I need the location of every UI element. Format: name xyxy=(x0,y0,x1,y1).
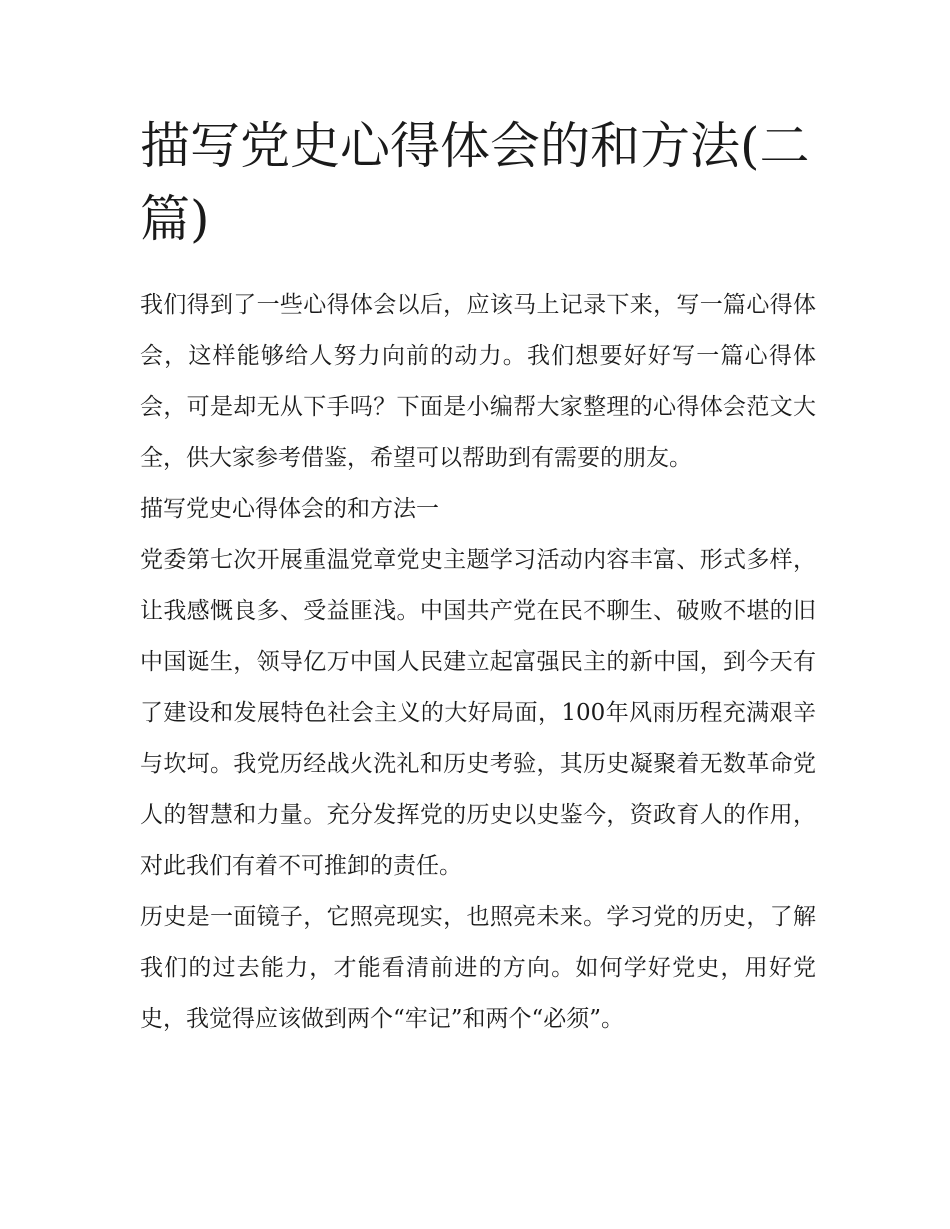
document-title: 描写党史心得体会的和方法(二篇) xyxy=(140,117,810,248)
intro-paragraph: 我们得到了一些心得体会以后，应该马上记录下来，写一篇心得体会，这样能够给人努力向前的动力。我们想要好好写一篇心得体会，可是却无从下手吗？下面是小编帮大家整理的心得体会范文大全，供大家参考借鉴，希望可以帮助到有需要的朋友。 xyxy=(140,292,816,471)
body-paragraph: 历史是一面镜子，它照亮现实，也照亮未来。学习党的历史，了解我们的过去能力，才能看清前进的方向。如何学好党史，用好党史，我觉得应该做到两个“牢记”和两个“必须”。 xyxy=(140,904,816,1032)
section-heading: 描写党史心得体会的和方法一 xyxy=(140,496,439,522)
document-body xyxy=(140,280,816,1045)
body-paragraph: 党委第七次开展重温党章党史主题学习活动内容丰富、形式多样，让我感慨良多、受益匪浅。中国共产党在民不聊生、破败不堪的旧中国诞生，领导亿万中国人民建立起富强民主的新中国，到今天有了建设和发展特色社会主义的大好局面，100年风雨历程充满艰辛与坎坷。我党历经战火洗礼和历史考验，其历史凝聚着无数革命党人的智慧和力量。充分发挥党的历史以史鉴今，资政育人的作用，对此我们有着不可推卸的责任。 xyxy=(140,547,816,879)
